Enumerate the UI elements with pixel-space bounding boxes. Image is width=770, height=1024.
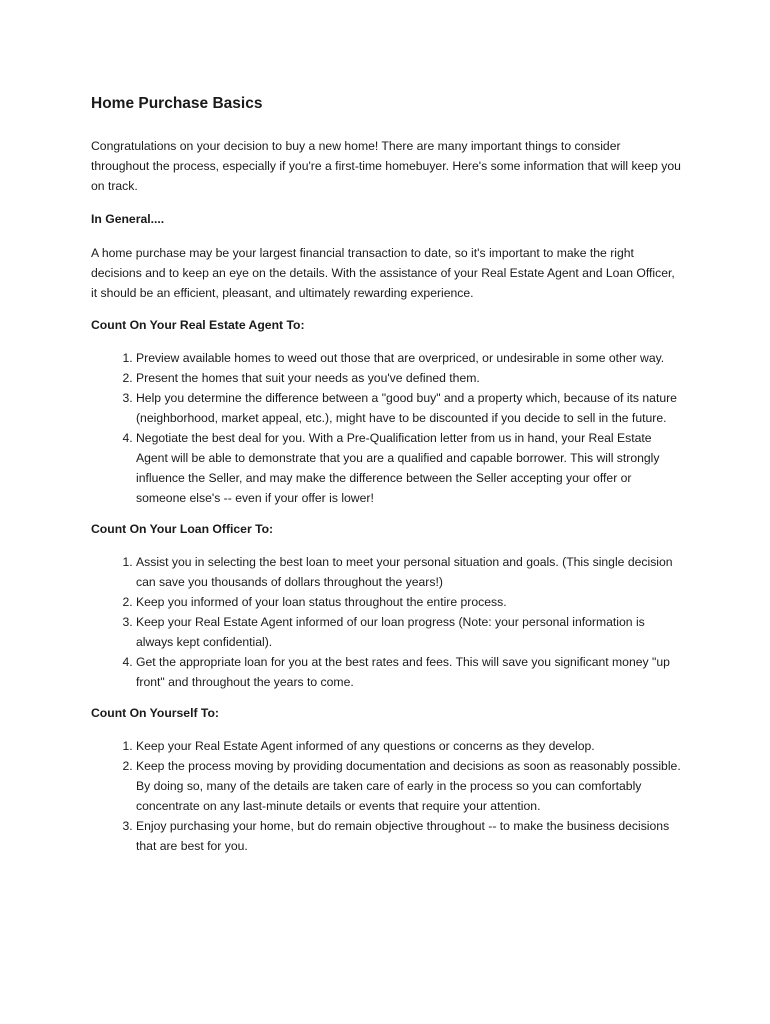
self-list <box>91 736 681 856</box>
page-title: Home Purchase Basics <box>91 95 263 112</box>
general-heading: In General.... <box>91 212 165 226</box>
self-heading: Count On Yourself To: <box>91 706 219 720</box>
list-item: 4. Get the appropriate loan for you at the best rates and fees. This will save you significant money "up front" and throughout the years to come. <box>136 652 681 692</box>
agent-list <box>91 348 681 508</box>
list-item: 1. Preview available homes to weed out those that are overpriced, or undesirable in some other way. <box>136 348 681 368</box>
list-item: 3. Help you determine the difference between a "good buy" and a property which, because of its nature (neighborhood, market appeal, etc.), might have to be discounted if you decide to sell in the future. <box>136 388 681 428</box>
general-paragraph: A home purchase may be your largest financial transaction to date, so it's important to make the right decisions and to keep an eye on the details. With the assistance of your Real Estate Agent and Loan Officer, it should be an efficient, pleasant, and ultimately rewarding experience. <box>91 246 675 300</box>
loan-list <box>91 552 681 692</box>
list-item: 3. Enjoy purchasing your home, but do remain objective throughout -- to make the business decisions that are best for you. <box>136 816 681 856</box>
intro-paragraph: Congratulations on your decision to buy a new home! There are many important things to consider throughout the process, especially if you're a first-time homebuyer. Here's some information that will keep you on track. <box>91 139 681 193</box>
list-item: 1. Assist you in selecting the best loan to meet your personal situation and goals. (This single decision can save you thousands of dollars throughout the years!) <box>136 552 681 592</box>
list-item: 2. Keep the process moving by providing documentation and decisions as soon as reasonably possible. By doing so, many of the details are taken care of early in the process so you can comfortably concentrate on any last-minute details or events that require your attention. <box>136 756 681 816</box>
agent-heading: Count On Your Real Estate Agent To: <box>91 318 305 332</box>
loan-heading: Count On Your Loan Officer To: <box>91 522 274 536</box>
list-item: 2. Present the homes that suit your needs as you've defined them. <box>136 368 681 388</box>
list-item: 4. Negotiate the best deal for you. With a Pre-Qualification letter from us in hand, your Real Estate Agent will be able to demonstrate that you are a qualified and capable borrower. This will strongly influence the Seller, and may make the difference between the Seller accepting your offer or someone else's -- even if your offer is lower! <box>136 428 681 508</box>
list-item: 1. Keep your Real Estate Agent informed of any questions or concerns as they develop. <box>136 736 681 756</box>
document-page <box>91 92 681 867</box>
list-item: 2. Keep you informed of your loan status throughout the entire process. <box>136 592 681 612</box>
list-item: 3. Keep your Real Estate Agent informed of our loan progress (Note: your personal information is always kept confidential). <box>136 612 681 652</box>
